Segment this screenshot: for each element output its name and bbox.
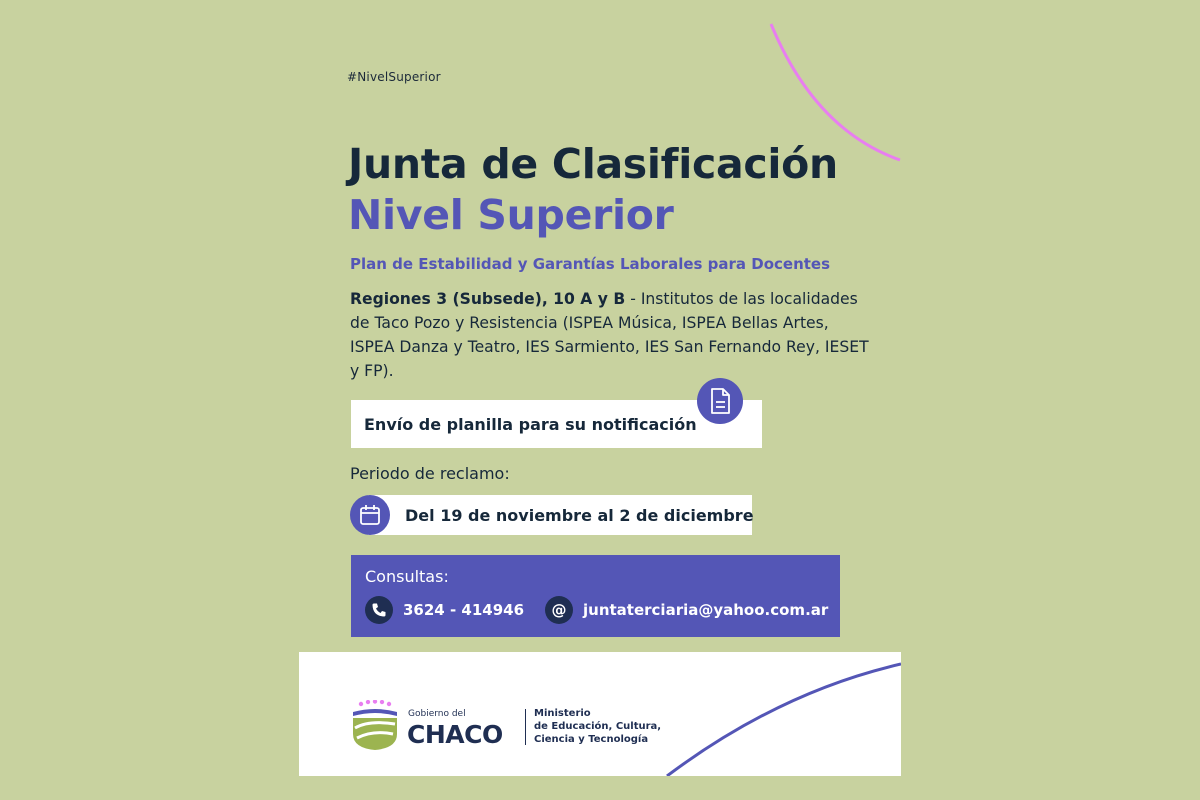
hashtag: #NivelSuperior xyxy=(347,70,441,84)
plan-subtitle: Plan de Estabilidad y Garantías Laborales para Docentes xyxy=(350,255,831,273)
page-title: Junta de Clasificación xyxy=(348,140,838,188)
period-label: Periodo de reclamo: xyxy=(350,464,510,483)
calendar-icon xyxy=(350,495,390,535)
footer xyxy=(299,652,901,776)
page-subtitle-level: Nivel Superior xyxy=(348,191,674,239)
footer-divider xyxy=(525,709,526,745)
date-box xyxy=(368,495,752,535)
ministry-line-1: Ministerio xyxy=(534,708,591,719)
ministry-name xyxy=(534,707,661,746)
ministry-line-3: Ciencia y Tecnología xyxy=(534,734,649,745)
regions-bold: Regiones 3 (Subsede), 10 A y B xyxy=(350,290,626,308)
gov-small-label: Gobierno del xyxy=(408,709,466,719)
gov-big-label: CHACO xyxy=(407,720,503,749)
contact-box xyxy=(351,555,840,637)
contact-email xyxy=(545,596,828,624)
phone-icon xyxy=(365,596,393,624)
chaco-logo-icon xyxy=(349,700,401,752)
contact-label: Consultas: xyxy=(365,567,449,586)
at-icon: @ xyxy=(545,596,573,624)
email-address[interactable]: juntaterciaria@yahoo.com.ar xyxy=(583,601,829,619)
contact-phone xyxy=(365,596,524,624)
ministry-line-2: de Educación, Cultura, xyxy=(534,721,662,732)
document-icon xyxy=(697,378,743,424)
period-dates: Del 19 de noviembre al 2 de diciembre xyxy=(405,505,754,525)
regions-description xyxy=(350,287,870,383)
notification-label: Envío de planilla para su notificación xyxy=(364,414,697,434)
regions-rest: - Institutos de las localidades de Taco Pozo y Resistencia (ISPEA Música, ISPEA Bellas Artes, ISPEA Danza y Teatro, IES Sarmiento, IES San Fernando Rey, IESET y FP). xyxy=(350,290,869,380)
phone-number[interactable]: 3624 - 414946 xyxy=(403,601,525,619)
